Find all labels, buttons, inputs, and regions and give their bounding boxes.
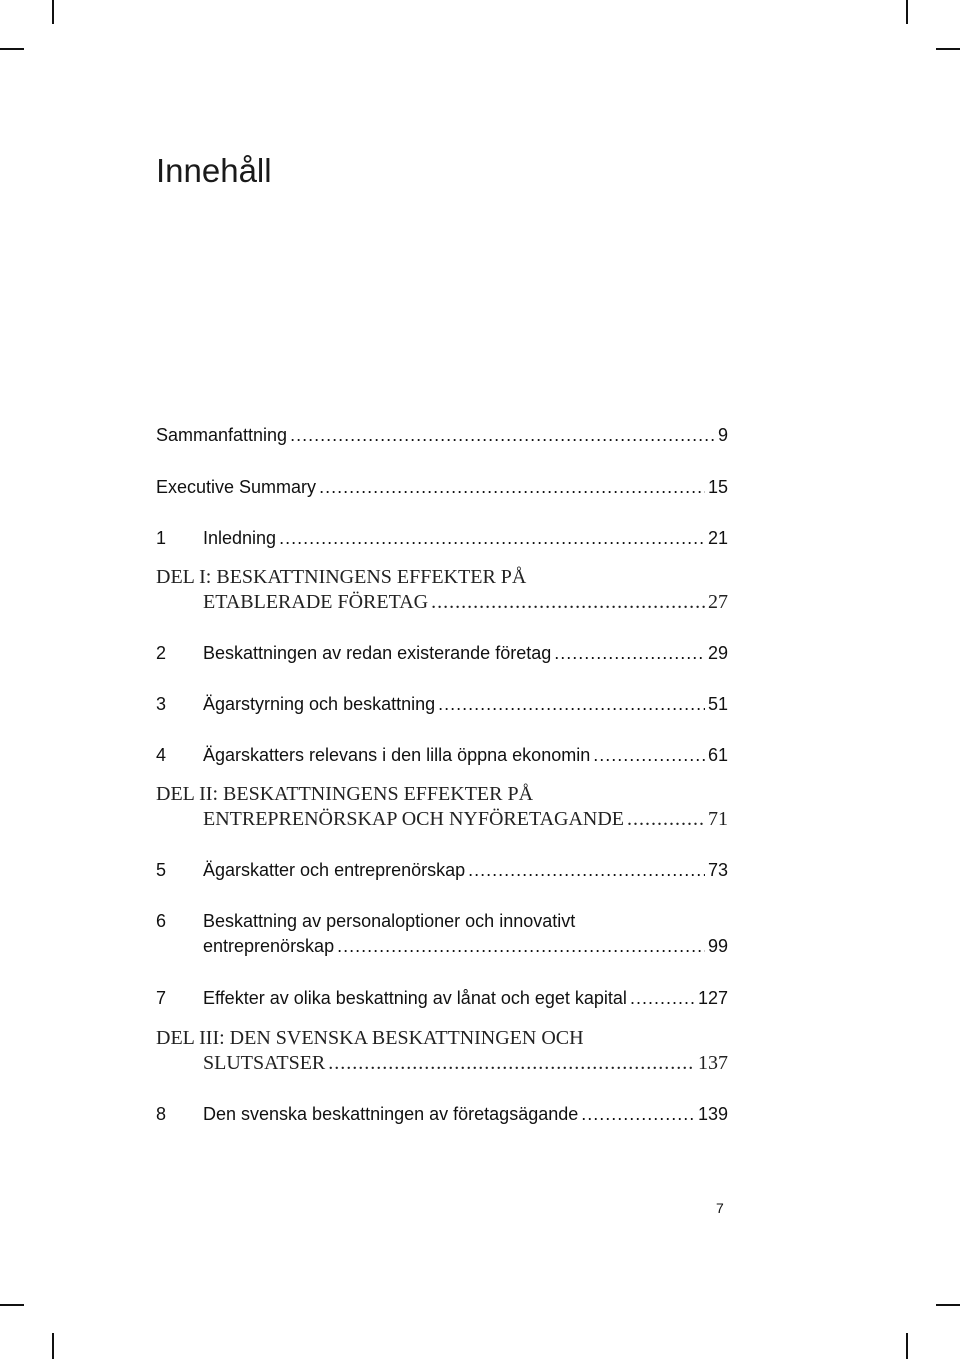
toc-entry-number: 5	[156, 860, 167, 880]
toc-entry-line	[156, 528, 728, 554]
toc-entry-title: Beskattning av personaloptioner och innovativt	[203, 911, 576, 931]
toc-entry-number: 2	[156, 643, 167, 663]
toc-entry-page-number: 51	[707, 694, 728, 714]
toc-entry-line	[156, 808, 728, 834]
toc-entry-title: ETABLERADE FÖRETAG	[203, 591, 429, 613]
crop-mark	[52, 1333, 54, 1359]
toc-entry-title: Beskattningen av redan existerande företag	[203, 643, 552, 663]
toc-entry-number: 6	[156, 911, 167, 931]
toc-entry-page-number: 29	[707, 643, 728, 663]
dot-leader	[554, 643, 705, 664]
toc-entry-title-line	[156, 783, 728, 809]
toc-entry-title: SLUTSATSER	[203, 1052, 326, 1074]
dot-leader	[319, 477, 705, 498]
toc-entry-page-number: 99	[707, 936, 728, 956]
toc-entry-line	[156, 860, 728, 886]
toc-entry-line	[156, 591, 728, 617]
toc-entry-line	[156, 936, 728, 962]
crop-mark	[906, 1333, 908, 1359]
toc-entry-title: DEL I: BESKATTNINGENS EFFEKTER PÅ	[156, 566, 527, 588]
toc-entry-page-number: 21	[707, 528, 728, 548]
crop-mark	[52, 0, 54, 24]
toc-entry-line	[156, 988, 728, 1014]
toc-entry-number: 8	[156, 1104, 167, 1124]
dot-leader	[593, 745, 705, 766]
dot-leader	[290, 425, 715, 446]
dot-leader	[581, 1104, 695, 1125]
toc-entry-title-line	[156, 566, 728, 592]
toc-entry-page-number: 73	[707, 860, 728, 880]
toc-entry-title: Inledning	[203, 528, 277, 548]
toc-entry-page-number: 27	[708, 591, 728, 613]
toc-entry-line	[156, 745, 728, 771]
toc-entry-title: Ägarskatter och entreprenörskap	[203, 860, 466, 880]
toc-entry-number: 1	[156, 528, 167, 548]
toc-entry-line	[156, 425, 728, 451]
page-title: Innehåll	[156, 152, 272, 189]
crop-mark	[936, 48, 960, 50]
page-number: 7	[716, 1200, 724, 1216]
dot-leader	[337, 936, 705, 957]
toc-entry-number: 4	[156, 745, 167, 765]
toc-entry-page-number: 15	[707, 477, 728, 497]
crop-mark	[936, 1304, 960, 1306]
dot-leader	[279, 528, 705, 549]
dot-leader	[431, 591, 705, 614]
crop-mark	[906, 0, 908, 24]
toc-entry-title: entreprenörskap	[203, 936, 335, 956]
toc-entry-page-number: 9	[717, 425, 728, 445]
toc-entry-line	[156, 643, 728, 669]
toc-entry-title: Sammanfattning	[156, 425, 288, 445]
toc-entry-page-number: 137	[698, 1052, 728, 1074]
toc-entry-page-number: 127	[697, 988, 728, 1008]
dot-leader	[627, 808, 705, 831]
toc-entry-line	[156, 1104, 728, 1130]
toc-entry-number: 7	[156, 988, 167, 1008]
toc-entry-page-number: 71	[708, 808, 728, 830]
toc-entry-page-number: 139	[697, 1104, 728, 1124]
toc-entry-title: Ägarskatters relevans i den lilla öppna ekonomin	[203, 745, 591, 765]
toc-entry-title: DEL III: DEN SVENSKA BESKATTNINGEN OCH	[156, 1027, 584, 1049]
toc-entry-number: 3	[156, 694, 167, 714]
toc-entry-page-number: 61	[707, 745, 728, 765]
toc-entry-line	[156, 1052, 728, 1078]
toc-entry-title-line	[156, 911, 728, 937]
dot-leader	[468, 860, 705, 881]
toc-entry-title: Ägarstyrning och beskattning	[203, 694, 436, 714]
dot-leader	[328, 1052, 695, 1075]
toc-entry-title: Effekter av olika beskattning av lånat och eget kapital	[203, 988, 627, 1008]
toc-entry-title: DEL II: BESKATTNINGENS EFFEKTER PÅ	[156, 783, 534, 805]
toc-entry-line	[156, 477, 728, 503]
crop-mark	[0, 1304, 24, 1306]
toc-entry-line	[156, 694, 728, 720]
toc-entry-title: Executive Summary	[156, 477, 317, 497]
toc-entry-title: Den svenska beskattningen av företagsägande	[203, 1104, 579, 1124]
dot-leader	[438, 694, 705, 715]
toc-entry-title-line	[156, 1027, 728, 1053]
toc-entry-title: ENTREPRENÖRSKAP OCH NYFÖRETAGANDE	[203, 808, 625, 830]
crop-mark	[0, 48, 24, 50]
dot-leader	[630, 988, 695, 1009]
